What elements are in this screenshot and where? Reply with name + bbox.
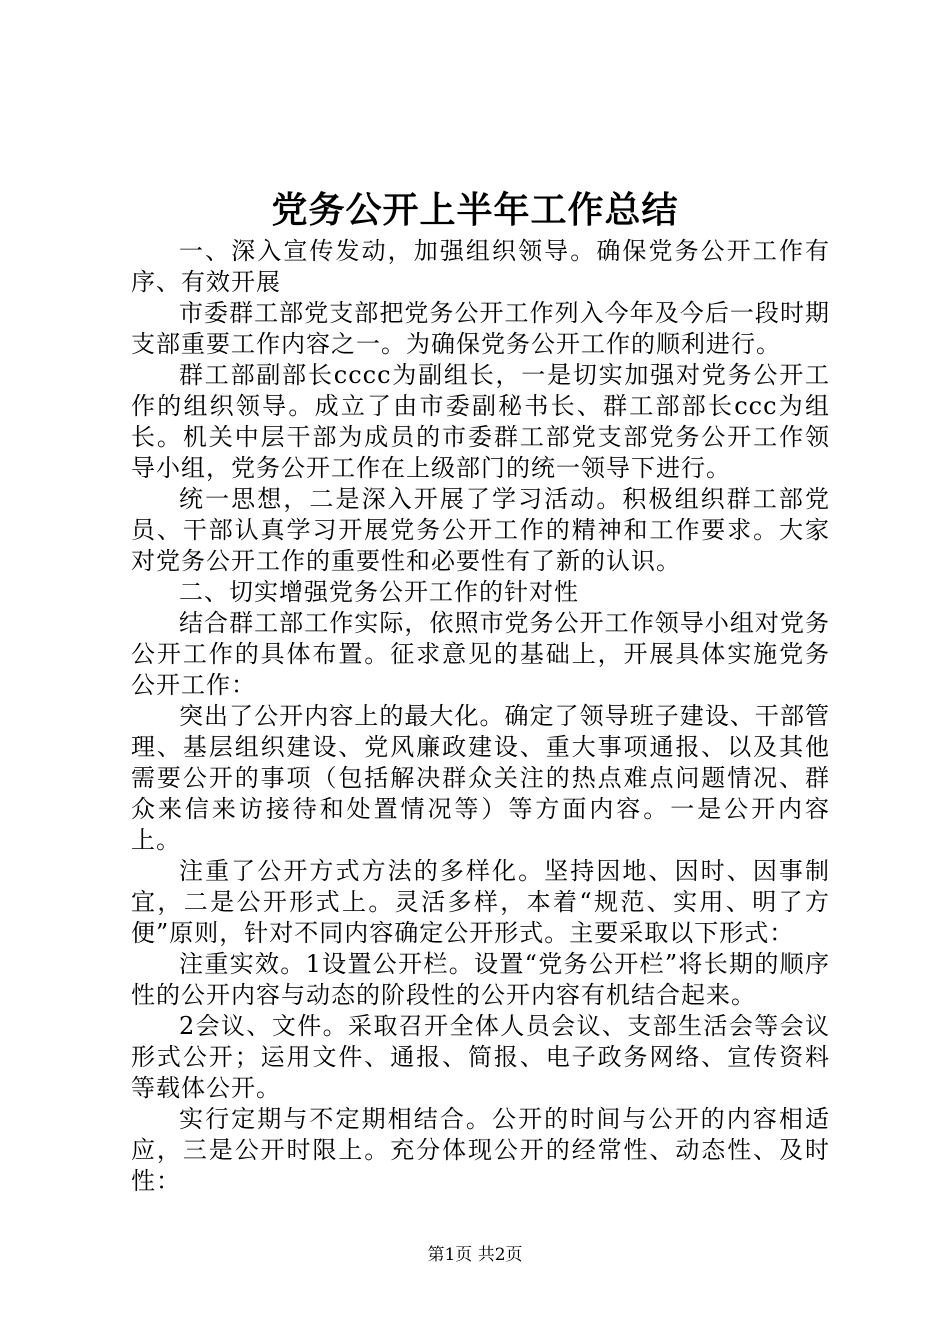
paragraph-2: 市委群工部党支部把党务公开工作列入今年及今后一段时期支部重要工作内容之一。为确保党务公开工作的顺利进行。 bbox=[131, 299, 830, 358]
paragraph-6: 结合群工部工作实际，依照市党务公开工作领导小组对党务公开工作的具体布置。征求意见的基础上，开展具体实施党务公开工作： bbox=[131, 609, 830, 699]
paragraph-1: 一、深入宣传发动，加强组织领导。确保党务公开工作有序、有效开展 bbox=[131, 237, 830, 296]
paragraph-11: 实行定期与不定期相结合。公开的时间与公开的内容相适应，三是公开时限上。充分体现公开的经常性、动态性、及时性： bbox=[131, 1105, 830, 1195]
paragraph-7: 突出了公开内容上的最大化。确定了领导班子建设、干部管理、基层组织建设、党风廉政建设、重大事项通报、以及其他需要公开的事项（包括解决群众关注的热点难点问题情况、群众来信来访接待和处置情况等）等方面内容。一是公开内容上。 bbox=[131, 702, 830, 854]
page-number-footer: 第1页 共2页 bbox=[427, 1245, 523, 1265]
paragraph-8: 注重了公开方式方法的多样化。坚持因地、因时、因事制宜，二是公开形式上。灵活多样，本着“规范、实用、明了方便”原则，针对不同内容确定公开形式。主要采取以下形式： bbox=[131, 857, 830, 947]
paragraph-5: 二、切实增强党务公开工作的针对性 bbox=[179, 578, 579, 606]
page-title: 党务公开上半年工作总结 bbox=[271, 189, 679, 231]
document-body bbox=[131, 236, 830, 1197]
paragraph-3: 群工部副部长cccc为副组长，一是切实加强对党务公开工作的组织领导。成立了由市委副秘书长、群工部部长ccc为组长。机关中层干部为成员的市委群工部党支部党务公开工作领导小组，党务公开工作在上级部门的统一领导下进行。 bbox=[131, 361, 830, 482]
paragraph-10: 2会议、文件。采取召开全体人员会议、支部生活会等会议形式公开；运用文件、通报、简报、电子政务网络、宣传资料等载体公开。 bbox=[131, 1012, 830, 1102]
paragraph-9: 注重实效。1设置公开栏。设置“党务公开栏”将长期的顺序性的公开内容与动态的阶段性的公开内容有机结合起来。 bbox=[131, 950, 830, 1009]
paragraph-4: 统一思想，二是深入开展了学习活动。积极组织群工部党员、干部认真学习开展党务公开工作的精神和工作要求。大家对党务公开工作的重要性和必要性有了新的认识。 bbox=[131, 485, 830, 575]
